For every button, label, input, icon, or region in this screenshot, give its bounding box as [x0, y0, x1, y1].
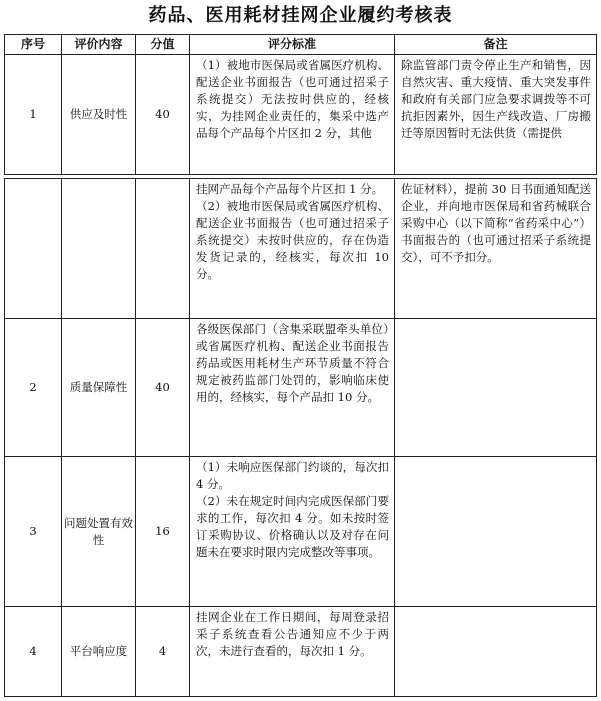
- remark-paragraph: 除监管部门责令停止生产和销售，因自然灾害、重大疫情、重大突发事件和政府有关部门应急要求调拨等不可抗拒因素外，因生产线改造、厂房搬迁等原因暂时无法供货（需提供: [401, 58, 591, 140]
- remark-cell: [395, 607, 597, 697]
- criteria-paragraph: （1）被地市医保局或省属医疗机构、配送企业书面报告（也可通过招采子系统提交）无法按时供应的，经核实，为挂网企业责任的，集采中选产品每个产品每个片区扣 2 分，其他: [196, 58, 389, 140]
- remark-cell: [395, 179, 597, 319]
- header-score: 分值: [136, 35, 190, 55]
- header-remark: 备注: [395, 35, 597, 55]
- table-row: [5, 607, 597, 697]
- header-criteria: 评分标准: [190, 35, 395, 55]
- row-number: 4: [5, 607, 62, 697]
- table-row: [5, 457, 597, 607]
- remark-paragraph: 佐证材料），提前 30 日书面通知配送企业，并向地市医保局和省药械联合采购中心（以下简称“省药采中心”）书面报告的（也可通过招采子系统提交），可不予扣分。: [401, 182, 591, 264]
- remark-cell: [395, 457, 597, 607]
- criteria-cell: [190, 55, 395, 175]
- criteria-paragraph: （2）未在规定时间内完成医保部门要求的工作，每次扣 4 分。如未按时签订采购协议、价格确认以及对存在问题未在要求时限内完成整改等事项。: [196, 494, 389, 559]
- score-value: 40: [136, 55, 190, 175]
- criteria-paragraph: （1）未响应医保部门约谈的，每次扣 4 分。: [196, 460, 389, 491]
- row-number: 1: [5, 55, 62, 175]
- evaluation-item: 问题处置有效性: [62, 457, 136, 607]
- header-no: 序号: [5, 35, 62, 55]
- criteria-paragraph: （2）被地市医保局或省属医疗机构、配送企业书面报告（也可通过招采子系统提交）未按时供应的，存在伪造发货记录的，经核实，每次扣 10 分。: [196, 199, 389, 281]
- criteria-paragraph: 各级医保部门（含集采联盟牵头单位）或省属医疗机构、配送企业书面报告药品或医用耗材生产环节质量不符合规定被药监部门处罚的，影响临床使用的，经核实，每个产品扣 10 分。: [196, 322, 389, 404]
- evaluation-item: 平台响应度: [62, 607, 136, 697]
- header-item: 评价内容: [62, 35, 136, 55]
- row-number: 2: [5, 319, 62, 457]
- assessment-table-page-1: [4, 34, 597, 175]
- criteria-cell: [190, 179, 395, 319]
- remark-cell: [395, 319, 597, 457]
- document-title: 药品、医用耗材挂网企业履约考核表: [148, 5, 453, 26]
- criteria-paragraph: 挂网产品每个产品每个片区扣 1 分。: [196, 182, 384, 196]
- criteria-cell: [190, 319, 395, 457]
- score-value: 40: [136, 319, 190, 457]
- score-value: 16: [136, 457, 190, 607]
- score-value: 4: [136, 607, 190, 697]
- evaluation-item: 质量保障性: [62, 319, 136, 457]
- table-row: [5, 55, 597, 175]
- remark-cell: [395, 55, 597, 175]
- criteria-paragraph: 挂网企业在工作日期间，每周登录招采子系统查看公告通知应不少于两次，未进行查看的，每次扣 1 分。: [196, 610, 389, 658]
- criteria-cell: [190, 457, 395, 607]
- criteria-cell: [190, 607, 395, 697]
- evaluation-item: 供应及时性: [62, 55, 136, 175]
- table-header-row: [5, 35, 597, 55]
- row-number: 3: [5, 457, 62, 607]
- table-row: [5, 319, 597, 457]
- table-row: [5, 179, 597, 319]
- assessment-table-page-2: [4, 178, 597, 697]
